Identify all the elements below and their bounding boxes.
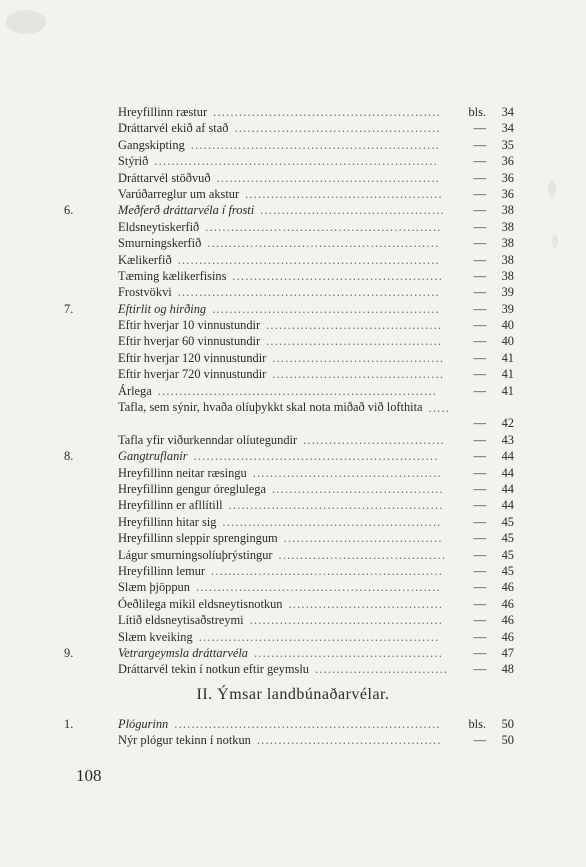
toc-entry-label: Dráttarvél tekin í notkun eftir geymslu: [118, 662, 309, 677]
toc-row: [62, 120, 514, 136]
toc-row: [62, 661, 514, 677]
toc-entry-label: Smurningskerfið: [118, 236, 202, 251]
toc-row: [62, 465, 514, 481]
toc-entry-label: Hreyfillinn er afllítill: [118, 498, 223, 513]
dot-leader: .........................................................: [195, 580, 441, 595]
dot-leader: ...........................................: [260, 203, 445, 218]
dot-leader: .................................................................: [157, 383, 438, 398]
toc-page-prefix: —: [473, 367, 486, 382]
toc-page-number: 46: [501, 613, 514, 628]
toc-entry-label: Tæming kælikerfisins: [118, 268, 227, 283]
toc-entry-label: Hreyfillinn sleppir sprengingum: [118, 531, 278, 546]
toc-page-number: 41: [501, 383, 514, 398]
toc-entry-label: Kælikerfið: [118, 252, 172, 267]
toc-row: [62, 153, 514, 169]
toc-row: [62, 350, 514, 366]
toc-entry-label: Plógurinn: [118, 717, 169, 731]
toc-page-number: 47: [501, 645, 514, 660]
toc-row: [62, 366, 514, 382]
toc-row: [62, 399, 514, 432]
dot-leader: ............................................: [253, 645, 444, 660]
toc-entry-label: Hreyfillinn neitar ræsingu: [118, 465, 247, 480]
section-title: II. Ýmsar landbúnaðarvélar.: [196, 686, 390, 703]
dot-leader: .............................................................: [177, 285, 440, 300]
toc-page-number: 50: [501, 733, 514, 748]
paper-stain: [552, 234, 558, 248]
toc-entry-label: Lágur smurningsolíuþrýstingur: [118, 547, 273, 562]
dot-leader: .........................................................: [193, 449, 439, 464]
toc-row: [62, 383, 514, 399]
toc-page-prefix: —: [473, 318, 486, 333]
dot-leader: ....................................: [288, 596, 444, 611]
toc-row: [62, 268, 514, 284]
toc-page-prefix: —: [473, 301, 486, 316]
toc-entry-label: Hreyfillinn ræstur: [118, 105, 208, 119]
toc-entry-label: Varúðarreglur um akstur: [118, 186, 240, 201]
dot-leader: ..............................................: [245, 186, 443, 201]
toc-entry-label: Meðferð dráttarvéla í frosti: [118, 203, 255, 218]
table-of-contents-section-2: [62, 716, 514, 749]
toc-row: [62, 170, 514, 186]
toc-entry-label: Óeðlilega mikil eldsneytisnotkun: [118, 596, 283, 611]
toc-page-prefix: bls.: [468, 105, 486, 119]
toc-page-number: 39: [501, 301, 514, 316]
toc-page-number: 39: [501, 285, 514, 300]
toc-row: [62, 137, 514, 153]
paper-stain: [548, 180, 556, 198]
toc-page-number: 48: [501, 662, 514, 677]
toc-page-number: 40: [501, 334, 514, 349]
dot-leader: .........................................: [266, 334, 443, 349]
toc-page-number: 36: [501, 186, 514, 201]
dot-leader: .....................................: [283, 531, 443, 546]
dot-leader: ..............................................................: [174, 717, 441, 731]
toc-page-number: 44: [501, 498, 514, 513]
toc-page-number: 41: [501, 367, 514, 382]
toc-page-prefix: —: [473, 465, 486, 480]
toc-page-number: 45: [501, 514, 514, 529]
toc-page-prefix: —: [473, 629, 486, 644]
toc-entry-label: Tafla, sem sýnir, hvaða olíuþykkt skal nota miðað við lofthita: [118, 400, 423, 415]
toc-page-prefix: —: [473, 219, 486, 234]
toc-page-prefix: —: [473, 514, 486, 529]
toc-page-prefix: —: [473, 563, 486, 578]
dot-leader: ............................................: [252, 465, 442, 480]
toc-page-prefix: —: [473, 203, 486, 218]
dot-leader: ..................................................................: [154, 154, 438, 169]
toc-page-prefix: —: [473, 285, 486, 300]
toc-page-prefix: —: [473, 580, 486, 595]
toc-page-prefix: —: [473, 482, 486, 496]
toc-page-prefix: —: [473, 531, 486, 546]
toc-row: [62, 252, 514, 268]
toc-section-number: 6.: [64, 203, 74, 218]
toc-row: [62, 481, 514, 497]
toc-entry-label: Nýr plógur tekinn í notkun: [118, 733, 251, 748]
toc-entry-label: Hreyfillinn lemur: [118, 563, 206, 578]
toc-page-number: 46: [501, 580, 514, 595]
toc-entry-label: Hreyfillinn hitar sig: [118, 514, 217, 529]
toc-page-prefix: —: [473, 334, 486, 349]
toc-page-number: 38: [501, 219, 514, 234]
toc-entry-label: Stýrið: [118, 154, 149, 169]
toc-page-prefix: —: [473, 350, 486, 365]
toc-row: [62, 432, 514, 448]
toc-row: [62, 284, 514, 300]
toc-page-number: 36: [501, 154, 514, 169]
dot-leader: ....................................................: [216, 170, 441, 185]
toc-row: [62, 716, 514, 732]
toc-page-prefix: —: [473, 186, 486, 201]
toc-entry-label: Dráttarvél stöðvuð: [118, 170, 211, 185]
dot-leader: .........................................: [266, 318, 443, 333]
toc-page-number: 45: [501, 531, 514, 546]
toc-entry-label: Eftir hverjar 120 vinnustundir: [118, 350, 267, 365]
toc-entry-label: Vetrargeymsla dráttarvéla: [118, 645, 248, 660]
dot-leader: .............................................: [249, 613, 444, 628]
dot-leader: ......................................................: [211, 563, 444, 578]
toc-entry-label: Gangskipting: [118, 137, 185, 152]
toc-page-number: 43: [501, 432, 514, 447]
toc-page-number: 34: [501, 121, 514, 136]
toc-row: [62, 448, 514, 464]
table-of-contents: [62, 104, 514, 678]
toc-page-number: 36: [501, 170, 514, 185]
toc-section-number: 1.: [64, 717, 74, 731]
dot-leader: .................................................: [232, 268, 444, 283]
toc-page-prefix: —: [473, 498, 486, 513]
dot-leader: ..................................................: [228, 498, 444, 513]
toc-row: [62, 629, 514, 645]
toc-page-number: 44: [501, 465, 514, 480]
toc-entry-label: Lítið eldsneytisaðstreymi: [118, 613, 244, 628]
toc-page-prefix: —: [473, 596, 486, 611]
toc-page-prefix: —: [473, 154, 486, 169]
toc-entry-label: Hreyfillinn gengur óreglulega: [118, 482, 266, 496]
toc-page-prefix: —: [473, 383, 486, 398]
dot-leader: ................................................: [234, 121, 441, 136]
toc-page-prefix: —: [473, 121, 486, 136]
toc-page-prefix: —: [473, 416, 486, 431]
toc-row: [62, 497, 514, 513]
toc-page-number: 46: [501, 596, 514, 611]
dot-leader: .............................................................: [177, 252, 440, 267]
toc-row: [62, 612, 514, 628]
toc-section-number: 7.: [64, 301, 74, 316]
toc-page-prefix: —: [473, 613, 486, 628]
toc-entry-label: Eftir hverjar 10 vinnustundir: [118, 318, 261, 333]
toc-section-number: 8.: [64, 449, 74, 464]
toc-row: [62, 202, 514, 218]
toc-row: [62, 547, 514, 563]
dot-leader: ...........................................: [256, 733, 442, 748]
toc-page-number: 40: [501, 318, 514, 333]
toc-entry-label: Eftirlit og hirðing: [118, 301, 207, 316]
toc-page-prefix: —: [473, 236, 486, 251]
toc-page-number: 38: [501, 236, 514, 251]
dot-leader: ........................................: [271, 482, 444, 496]
toc-page-prefix: —: [473, 645, 486, 660]
toc-page-prefix: —: [473, 268, 486, 283]
toc-row: [62, 563, 514, 579]
dot-leader: ........................................: [272, 350, 445, 365]
toc-page-number: 46: [501, 629, 514, 644]
toc-entry-label: Eldsneytiskerfið: [118, 219, 200, 234]
toc-page-number: 38: [501, 268, 514, 283]
dot-leader: .......................................: [278, 547, 447, 562]
dot-leader: ......................................................: [207, 236, 440, 251]
dot-leader: .....: [428, 401, 450, 416]
toc-row: [62, 514, 514, 530]
toc-page-number: 41: [501, 350, 514, 365]
toc-page-number: 45: [501, 563, 514, 578]
dot-leader: .....................................................: [212, 301, 440, 316]
toc-page-number: 44: [501, 482, 514, 496]
toc-row: [62, 596, 514, 612]
toc-row: [62, 219, 514, 235]
toc-page-prefix: —: [473, 432, 486, 447]
page-number: 108: [76, 766, 102, 785]
toc-page-prefix: bls.: [468, 717, 486, 731]
toc-page-number: 45: [501, 547, 514, 562]
toc-entry-label: Árlega: [118, 383, 152, 398]
toc-entry-label: Eftir hverjar 60 vinnustundir: [118, 334, 261, 349]
toc-page-prefix: —: [473, 252, 486, 267]
toc-page-prefix: —: [473, 449, 486, 464]
toc-page-number: 35: [501, 137, 514, 152]
toc-entry-label: Gangtruflanir: [118, 449, 188, 464]
toc-row: [62, 301, 514, 317]
toc-page-prefix: —: [473, 170, 486, 185]
toc-entry-label: Slæm þjöppun: [118, 580, 190, 595]
toc-row: [62, 104, 514, 120]
toc-page-number: 44: [501, 449, 514, 464]
dot-leader: ...............................: [314, 662, 449, 677]
toc-row: [62, 530, 514, 546]
dot-leader: ........................................................: [198, 629, 440, 644]
toc-entry-label: Frostvökvi: [118, 285, 172, 300]
toc-row: [62, 317, 514, 333]
toc-page-prefix: —: [473, 137, 486, 152]
toc-row: [62, 645, 514, 661]
toc-page-number: 38: [501, 252, 514, 267]
toc-row: [62, 333, 514, 349]
toc-page-number: 38: [501, 203, 514, 218]
toc-row: [62, 732, 514, 748]
toc-entry-label: Slæm kveiking: [118, 629, 193, 644]
dot-leader: ...................................................: [222, 514, 442, 529]
paper-stain: [6, 10, 46, 34]
dot-leader: ..........................................................: [190, 137, 441, 152]
dot-leader: .....................................................: [213, 105, 441, 119]
toc-page-prefix: —: [473, 733, 486, 748]
toc-entry-label: Dráttarvél ekið af stað: [118, 121, 229, 136]
toc-entry-label: Tafla yfir viðurkenndar olíutegundir: [118, 432, 298, 447]
dot-leader: ........................................: [272, 367, 445, 382]
dot-leader: .......................................................: [205, 219, 442, 234]
toc-page-number: 34: [501, 105, 514, 119]
toc-page-number: 42: [501, 416, 514, 431]
toc-page-prefix: —: [473, 662, 486, 677]
toc-page-number: 50: [501, 717, 514, 731]
dot-leader: .................................: [303, 432, 445, 447]
toc-page-prefix: —: [473, 547, 486, 562]
toc-entry-label: Eftir hverjar 720 vinnustundir: [118, 367, 267, 382]
toc-section-number: 9.: [64, 645, 74, 660]
toc-row: [62, 186, 514, 202]
toc-row: [62, 235, 514, 251]
toc-row: [62, 579, 514, 595]
